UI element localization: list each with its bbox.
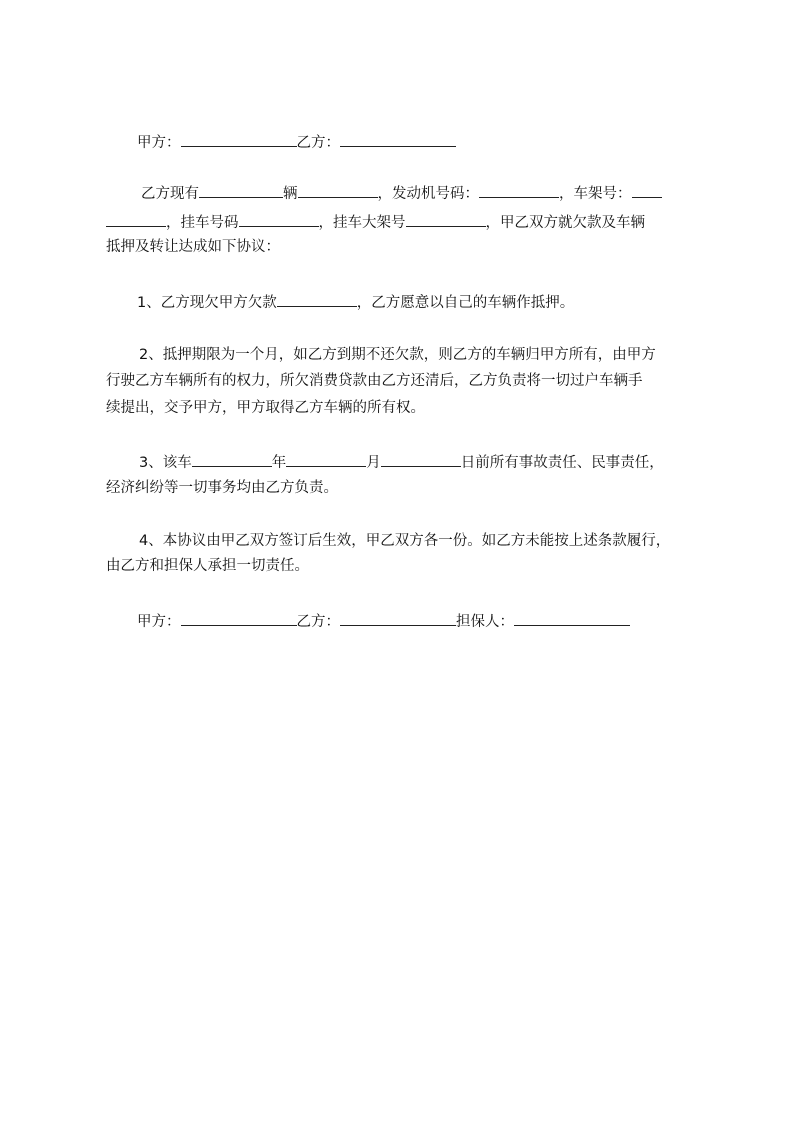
intro-text: 乙方现有 — [141, 186, 199, 202]
guarantor-label: 担保人： — [456, 614, 514, 630]
clause-text: 3、该车 — [139, 455, 192, 471]
clause-text: 月 — [366, 455, 381, 471]
blank — [239, 212, 319, 227]
blank — [298, 183, 378, 198]
blank — [632, 183, 662, 198]
footer-signature-line — [137, 611, 630, 632]
blank — [106, 212, 166, 227]
clause-text: 日前所有事故责任、民事责任， — [460, 455, 664, 471]
clause-text: 续提出，交予甲方，甲方取得乙方车辆的所有权。 — [106, 400, 425, 416]
intro-text: 抵押及转让达成如下协议： — [106, 239, 280, 255]
blank — [406, 212, 486, 227]
clause-text: 经济纠纷等一切事务均由乙方负责。 — [106, 480, 338, 496]
clause-text: 1、乙方现欠甲方欠款 — [137, 295, 277, 311]
blank — [192, 452, 272, 467]
party-a-label: 甲方： — [137, 614, 181, 630]
intro-text: ，挂车号码 — [166, 215, 239, 231]
clause-text: 年 — [271, 455, 287, 471]
clause-text: 4、本协议由甲乙双方签订后生效，甲乙双方各一份。如乙方未能按上述条款履行， — [139, 533, 671, 549]
blank — [479, 183, 559, 198]
intro-text: ，挂车大架号 — [318, 215, 406, 231]
intro-text: ，发动机号码： — [377, 186, 479, 202]
party-b-label: 乙方： — [296, 614, 340, 630]
party-a-blank — [181, 611, 297, 626]
intro-text: ，甲乙双方就欠款及车辆 — [485, 215, 645, 231]
party-a-label: 甲方： — [137, 135, 181, 151]
clause-text: ，乙方愿意以自己的车辆作抵押。 — [356, 295, 575, 311]
blank — [381, 452, 461, 467]
party-a-blank — [181, 132, 297, 147]
clause-1 — [137, 292, 574, 313]
party-b-label: 乙方： — [296, 135, 340, 151]
party-b-blank — [340, 611, 456, 626]
header-signature-line — [137, 132, 456, 153]
intro-text: 辆 — [283, 186, 298, 202]
intro-text: ，车架号： — [559, 186, 632, 202]
clause-text: 由乙方和担保人承担一切责任。 — [106, 558, 309, 574]
blank — [277, 292, 357, 307]
blank — [199, 183, 283, 198]
party-b-blank — [340, 132, 456, 147]
clause-text: 行驶乙方车辆所有的权力，所欠消费贷款由乙方还清后，乙方负责将一切过户车辆手 — [106, 373, 643, 389]
guarantor-blank — [514, 611, 630, 626]
blank — [286, 452, 366, 467]
clause-text: 2、抵押期限为一个月，如乙方到期不还欠款，则乙方的车辆归甲方所有，由甲方 — [139, 347, 656, 363]
